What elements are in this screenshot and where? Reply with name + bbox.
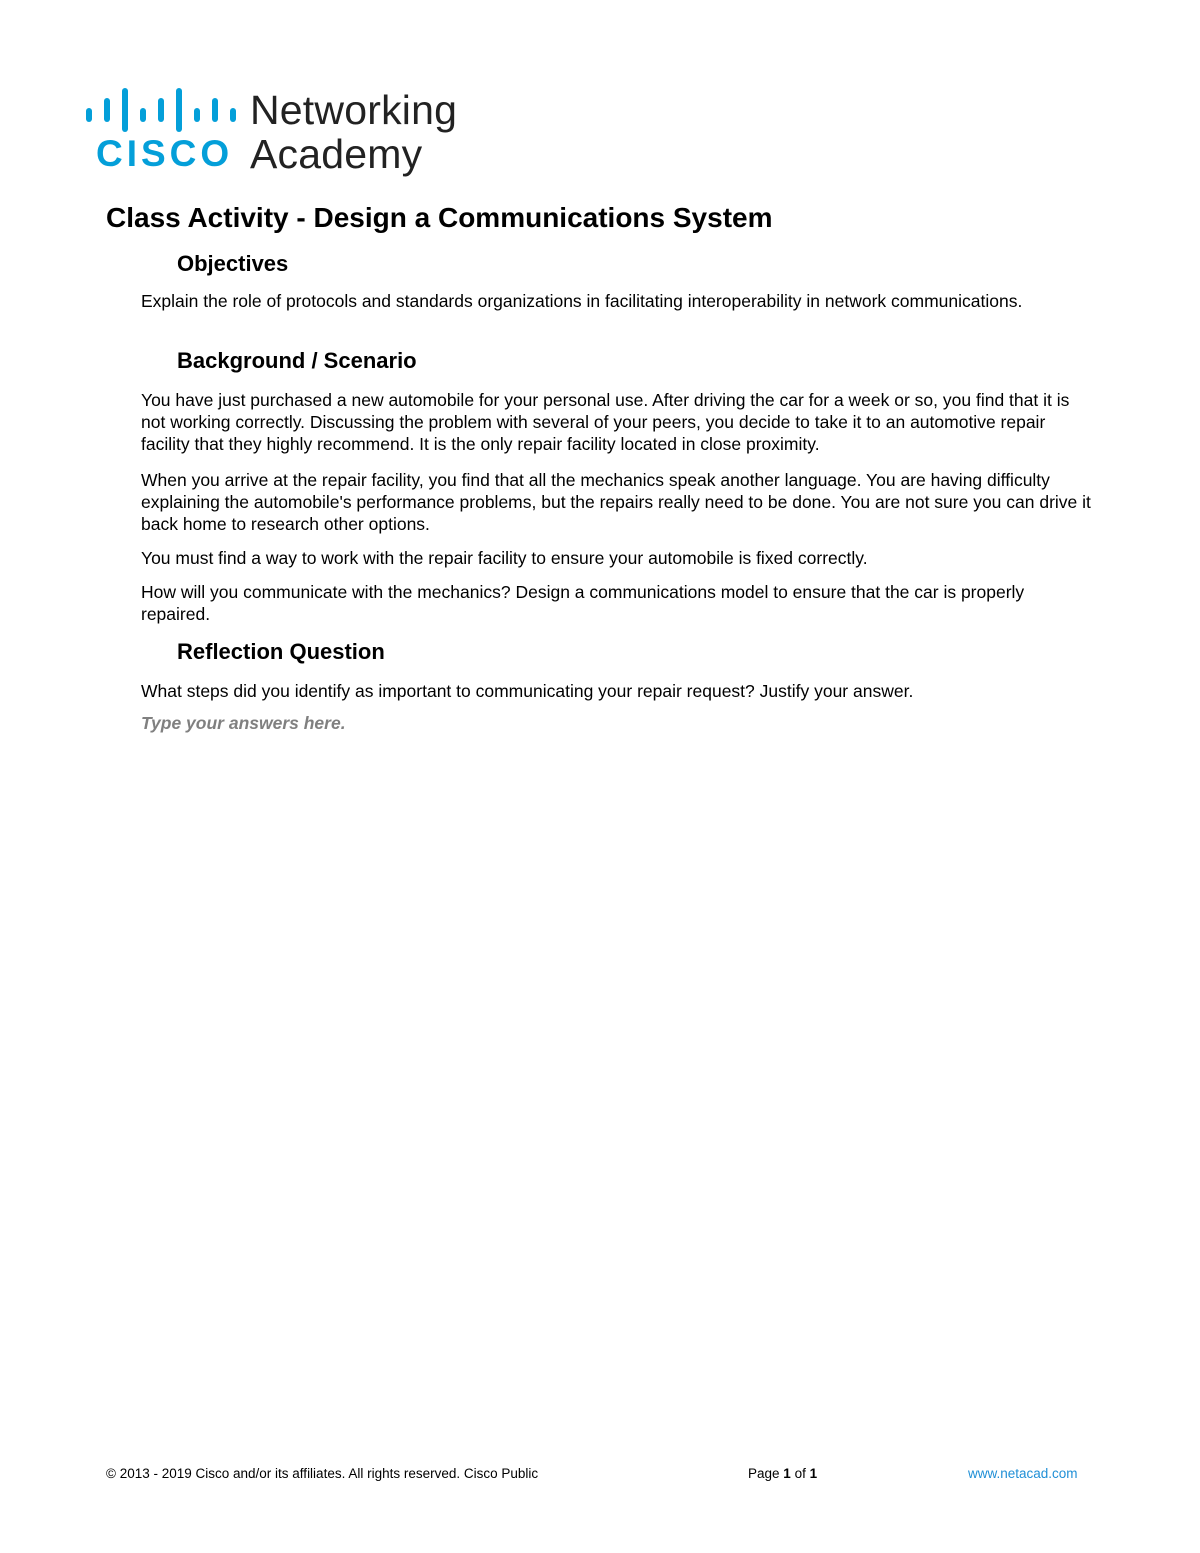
background-paragraph-1: You have just purchased a new automobile for your personal use. After driving the car for a week or so, you find that it is not working correctly. Discussing the problem with several of your peers, you decide to take it to an automotive repair facility that they highly recommend. It is the only repair facility located in close proximity. bbox=[141, 390, 1070, 454]
reflection-heading: Reflection Question bbox=[177, 639, 385, 664]
page-of: of bbox=[794, 1466, 806, 1481]
page-total: 1 bbox=[809, 1466, 818, 1481]
page-title: Class Activity - Design a Communications System bbox=[106, 202, 773, 233]
background-paragraph-3: You must find a way to work with the repair facility to ensure your automobile is fixed correctly. bbox=[141, 548, 868, 568]
page-label: Page bbox=[748, 1466, 780, 1481]
cisco-networking-academy-logo bbox=[84, 88, 484, 180]
cisco-wordmark: CISCO bbox=[96, 133, 234, 174]
cisco-logo-icon bbox=[84, 88, 244, 174]
reflection-question: What steps did you identify as important to communicating your repair request? Justify your answer. bbox=[141, 681, 914, 701]
footer-copyright: © 2013 - 2019 Cisco and/or its affiliates. All rights reserved. Cisco Public bbox=[106, 1466, 539, 1481]
logo-line-academy: Academy bbox=[250, 131, 423, 177]
page-current: 1 bbox=[783, 1466, 791, 1481]
background-paragraph-4: How will you communicate with the mechanics? Design a communications model to ensure that the car is properly repaired. bbox=[141, 582, 1025, 624]
background-paragraph-2: When you arrive at the repair facility, you find that all the mechanics speak another language. You are having difficulty explaining the automobile's performance problems, but the repairs really need to be done. You are not sure you can drive it back home to research other options. bbox=[141, 470, 1091, 534]
objectives-text: Explain the role of protocols and standards organizations in facilitating interoperability in network communications. bbox=[141, 291, 1023, 311]
footer-url-link[interactable]: www.netacad.com bbox=[968, 1466, 1078, 1481]
background-heading: Background / Scenario bbox=[177, 348, 417, 373]
footer-page-number bbox=[748, 1466, 817, 1481]
logo-line-networking: Networking bbox=[250, 87, 458, 133]
objectives-heading: Objectives bbox=[177, 251, 289, 276]
answer-placeholder[interactable]: Type your answers here. bbox=[141, 713, 346, 733]
